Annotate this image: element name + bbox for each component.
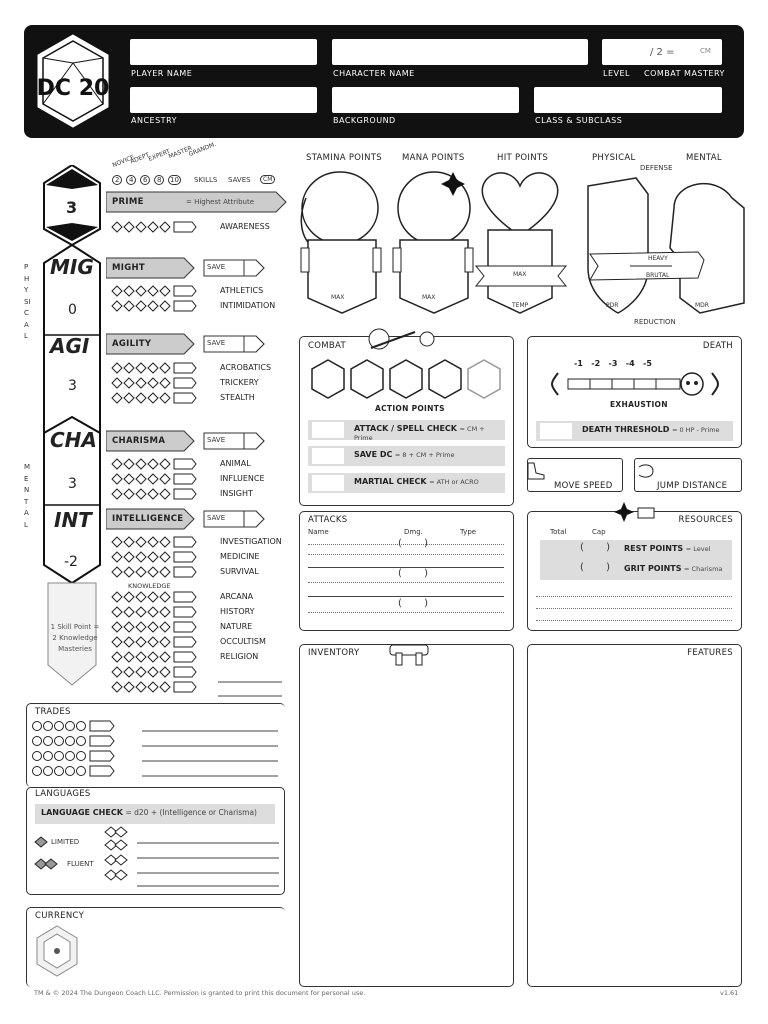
attack-row-line[interactable] (308, 612, 504, 613)
class-subclass-field[interactable] (534, 87, 722, 113)
rank-number: 10 (170, 176, 179, 184)
grit-points-row[interactable] (540, 560, 732, 580)
skill-religion: RELIGION (220, 652, 259, 661)
combat-title: COMBAT (308, 341, 346, 351)
level-formula: / 2 = (650, 47, 675, 58)
mana-points-label: MANA POINTS (402, 153, 465, 163)
cm-badge: CM (700, 47, 711, 55)
knowledge-note-line: Masteries (58, 645, 92, 653)
rank-master: MASTER (167, 144, 194, 161)
axe-scroll-icon (365, 326, 437, 352)
features-panel[interactable] (527, 644, 742, 987)
death-title: DEATH (702, 341, 733, 351)
charisma-save-label: SAVE (207, 436, 226, 444)
skull-icon (681, 373, 703, 395)
limited-label: LIMITED (51, 838, 80, 846)
character-name-field[interactable] (332, 39, 588, 65)
skill-athletics: ATHLETICS (220, 286, 264, 295)
knowledge-label: KNOWLEDGE (128, 582, 171, 590)
exhaustion-track-numbers (574, 359, 652, 368)
int-value[interactable]: -2 (64, 554, 78, 570)
prime-hint: = Highest Attribute (186, 198, 255, 206)
pdr-label: PDR (606, 302, 619, 309)
charisma-label: CHARISMA (112, 436, 166, 446)
action-point-icon (429, 360, 461, 398)
mental-defense-label: MENTAL (686, 153, 722, 163)
skill-medicine: MEDICINE (220, 552, 260, 561)
backpack-icon (386, 641, 432, 667)
martial-check-field[interactable] (312, 475, 344, 491)
rank-adept: ADEPT (129, 151, 151, 166)
inventory-panel[interactable] (299, 644, 514, 987)
move-speed-box[interactable] (527, 458, 623, 492)
attack-spell-check-field[interactable] (312, 422, 344, 438)
attack-dmg-bracket: ( ) (398, 568, 429, 579)
mig-value[interactable]: 0 (68, 302, 77, 318)
ancestry-field[interactable] (130, 87, 317, 113)
attack-spell-check-row (308, 420, 505, 440)
death-panel (527, 336, 742, 448)
martial-check-row (308, 473, 505, 493)
inventory-title: INVENTORY (308, 648, 360, 658)
rank-number: 2 (112, 175, 122, 185)
save-dc-row (308, 446, 505, 466)
action-point-icon (468, 360, 500, 398)
resource-row-line[interactable] (536, 596, 732, 597)
stamina-points-icon (301, 172, 381, 313)
exhaustion-level: -1 (574, 359, 583, 368)
footer-version: v1.61 (720, 989, 739, 997)
resources-cap-header: Cap (592, 528, 606, 536)
exhaustion-level: -2 (591, 359, 601, 368)
hit-points-icon (476, 173, 566, 313)
action-point-icon (312, 360, 344, 398)
save-dc-field[interactable] (312, 448, 344, 464)
rank-number: 8 (154, 175, 164, 185)
agility-save-label: SAVE (207, 339, 226, 347)
fluent-label: FLUENT (67, 860, 94, 868)
hit-points-label: HIT POINTS (497, 153, 549, 163)
death-threshold-text (582, 425, 720, 434)
language-rows[interactable] (103, 826, 281, 890)
skill-intimidation: INTIMIDATION (220, 301, 276, 310)
knowledge-note (50, 622, 100, 655)
int-abbr: INT (54, 508, 92, 532)
player-name-label: PLAYER NAME (131, 69, 193, 78)
skills-heading: SKILLS (194, 176, 218, 184)
attack-spell-check-label: ATTACK / SPELL CHECK (354, 424, 457, 433)
skill-survival: SURVIVAL (220, 567, 259, 576)
attack-dmg-bracket: ( ) (398, 538, 429, 549)
attack-dmg-bracket: ( ) (398, 598, 429, 609)
attacks-dmg-header: Dmg. (404, 528, 423, 536)
mana-points-icon (393, 172, 473, 313)
grit-points-formula: = Charisma (684, 565, 723, 573)
resource-row-line[interactable] (536, 608, 732, 609)
level-field[interactable] (602, 39, 722, 65)
prime-label: PRIME (112, 197, 144, 207)
sparkle-hand-icon (614, 498, 662, 528)
combat-panel (299, 336, 514, 506)
martial-check-formula: = ATH or ACRO (429, 478, 479, 486)
grit-points-label: GRIT POINTS (624, 564, 682, 573)
move-speed-label: MOVE SPEED (554, 481, 613, 491)
grit-points-bracket: ( ) (580, 562, 611, 573)
exhaustion-label: EXHAUSTION (610, 400, 668, 409)
trades-title: TRADES (35, 707, 71, 717)
death-threshold-label: DEATH THRESHOLD (582, 425, 670, 434)
stamina-max-label: MAX (331, 294, 345, 301)
language-check-row (35, 804, 275, 824)
intelligence-label: INTELLIGENCE (112, 514, 184, 524)
cha-abbr: CHA (50, 428, 97, 452)
class-subclass-label: CLASS & SUBCLASS (535, 116, 623, 125)
attack-row-line[interactable] (308, 554, 504, 555)
skill-influence: INFLUENCE (220, 474, 265, 483)
rank-number: 4 (126, 175, 136, 185)
death-threshold-field[interactable] (540, 423, 572, 439)
rest-points-text (624, 544, 710, 553)
save-dc-formula: = 8 + CM + Prime (394, 451, 455, 459)
agi-abbr: AGI (50, 334, 90, 358)
skill-nature: NATURE (220, 622, 253, 631)
skill-insight: INSIGHT (220, 489, 253, 498)
d20-logo-icon (34, 33, 112, 131)
grit-points-text (624, 564, 722, 573)
skill-stealth: STEALTH (220, 393, 255, 402)
death-threshold-row (536, 421, 733, 441)
coin-stack-icon (33, 924, 81, 980)
martial-check-text (354, 477, 479, 486)
resources-title: RESOURCES (678, 515, 733, 525)
character-name-label: CHARACTER NAME (333, 69, 415, 78)
skill-investigation: INVESTIGATION (220, 537, 282, 546)
physical-defense-icon (588, 178, 648, 313)
saves-cm-badge: CM (260, 175, 275, 184)
save-dc-label: SAVE DC (354, 450, 393, 459)
attack-row-divider (308, 596, 504, 597)
ancestry-label: ANCESTRY (131, 116, 177, 125)
rest-points-label: REST POINTS (624, 544, 684, 553)
rank-number: 6 (140, 175, 150, 185)
background-label: BACKGROUND (333, 116, 396, 125)
attacks-name-header: Name (308, 528, 329, 536)
mana-max-label: MAX (422, 294, 436, 301)
intelligence-save-label: SAVE (207, 514, 226, 522)
currency-panel[interactable] (26, 907, 285, 987)
physical-side-label: PHYSICAL (24, 263, 31, 340)
hit-temp-label: TEMP (512, 302, 529, 309)
brutal-label: BRUTAL (646, 272, 670, 279)
rest-points-row[interactable] (540, 540, 732, 560)
reduction-label: REDUCTION (634, 318, 676, 326)
mental-defense-icon (670, 184, 744, 313)
might-label: MIGHT (112, 263, 146, 273)
rest-points-bracket: ( ) (580, 542, 611, 553)
death-threshold-formula: = 0 HP - Prime (671, 426, 720, 434)
currency-title: CURRENCY (35, 911, 85, 921)
rank-expert: EXPERT (147, 147, 172, 164)
action-points-label: ACTION POINTS (375, 404, 445, 413)
header-bar (24, 25, 744, 138)
martial-check-label: MARTIAL CHECK (354, 477, 427, 486)
mig-abbr: MIG (50, 255, 94, 279)
logo-text: DC 20 (36, 76, 110, 101)
rank-legend (111, 140, 252, 178)
hit-max-label: MAX (513, 271, 527, 278)
jump-distance-box[interactable] (634, 458, 742, 492)
exhaustion-level: -3 (608, 359, 618, 368)
physical-defense-label: PHYSICAL (592, 153, 636, 163)
rank-novice: NOVICE (111, 153, 136, 170)
might-save-label: SAVE (207, 263, 226, 271)
exhaustion-level: -5 (643, 359, 652, 368)
skill-awareness: AWARENESS (220, 222, 270, 231)
stamina-points-label: STAMINA POINTS (306, 153, 382, 163)
cha-value[interactable]: 3 (68, 476, 77, 492)
skill-acrobatics: ACROBATICS (220, 363, 272, 372)
attack-spell-check-formula: = CM + Prime (354, 425, 485, 442)
heavy-label: HEAVY (648, 255, 668, 262)
language-check-formula: = d20 + (Intelligence or Charisma) (125, 808, 257, 817)
action-point-track (308, 359, 508, 399)
attacks-type-header: Type (460, 528, 477, 536)
save-dc-text (354, 450, 455, 459)
saves-heading: SAVES (228, 176, 251, 184)
language-check-label: LANGUAGE CHECK (41, 808, 123, 817)
boot-icon (524, 459, 548, 483)
knowledge-note-line: 2 Knowledge (52, 634, 98, 642)
mental-side-label: MENTAL (24, 463, 31, 529)
combat-mastery-label: COMBAT MASTERY (644, 69, 725, 78)
exhaustion-track (550, 371, 720, 397)
agility-label: AGILITY (112, 339, 152, 349)
attacks-title: ATTACKS (308, 515, 348, 525)
attack-row-line[interactable] (308, 582, 504, 583)
action-point-icon (390, 360, 422, 398)
resource-row-line[interactable] (536, 620, 732, 621)
resources-panel (527, 511, 742, 631)
rest-points-formula: = Level (685, 545, 711, 553)
resources-total-header: Total (550, 528, 567, 536)
features-title: FEATURES (687, 648, 733, 658)
skill-occultism: OCCULTISM (220, 637, 266, 646)
trade-rows[interactable] (32, 719, 282, 783)
languages-title: LANGUAGES (35, 789, 91, 799)
skill-history: HISTORY (220, 607, 255, 616)
level-label: LEVEL (603, 69, 630, 78)
knowledge-note-line: 1 Skill Point = (50, 623, 100, 631)
player-name-field[interactable] (130, 39, 317, 65)
footer-legal: TM & © 2024 The Dungeon Coach LLC. Permission is granted to print this document for personal use. (34, 989, 366, 997)
prime-value[interactable]: 3 (66, 198, 78, 217)
exhaustion-level: -4 (625, 359, 635, 368)
agi-value[interactable]: 3 (68, 378, 77, 394)
background-field[interactable] (332, 87, 519, 113)
languages-panel (26, 787, 285, 895)
skill-animal: ANIMAL (220, 459, 251, 468)
jump-distance-label: JUMP DISTANCE (657, 481, 728, 491)
action-point-icon (351, 360, 383, 398)
attack-spell-check-text (354, 424, 505, 442)
skill-trickery: TRICKERY (220, 378, 259, 387)
attacks-panel (299, 511, 514, 631)
defense-label: DEFENSE (640, 164, 673, 172)
rank-grandmaster: GRANDM. (187, 140, 218, 159)
mdr-label: MDR (695, 302, 709, 309)
skill-arcana: ARCANA (220, 592, 254, 601)
